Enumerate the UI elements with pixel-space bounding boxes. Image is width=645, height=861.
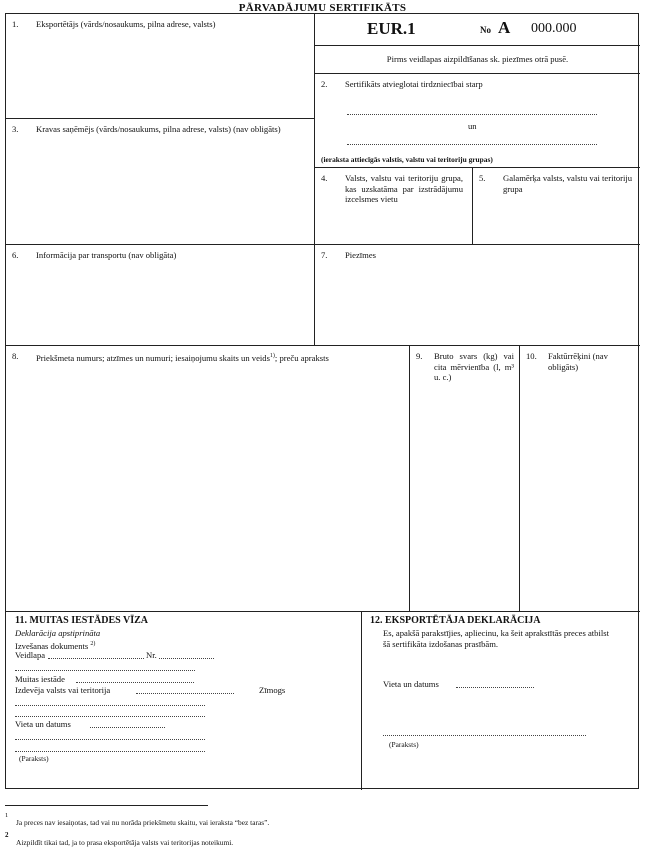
box-12-title: 12. EKSPORTĒTĀJA DEKLARĀCIJA <box>370 615 541 626</box>
box-11-place-date-field[interactable] <box>90 727 165 728</box>
footnote-1-mark: 1 <box>5 812 9 819</box>
box-11-export-doc: Izvešanas dokuments <box>15 640 89 651</box>
footnote-2-mark: 2 <box>5 831 9 839</box>
box-2-trade-certificate[interactable] <box>315 74 640 168</box>
box-11-form-field[interactable] <box>48 658 144 659</box>
box-3-consignee[interactable] <box>6 119 315 245</box>
box-11-stamp: Zīmogs <box>259 685 286 695</box>
box-11-title: 11. MUITAS IESTĀDES VĪZA <box>15 615 149 626</box>
box-6-number: 6. <box>12 250 19 260</box>
footnote-2-text: Aizpildīt tikai tad, ja to prasa eksportētāja valsts vai teritorijas noteikumi. <box>16 838 234 847</box>
notes-hint: Pirms veidlapas aizpildīšanas sk. piezīmes otrā pusē. <box>386 54 569 64</box>
box-8-footnote-mark: 1) <box>269 353 275 359</box>
box-2-and: un <box>468 121 477 131</box>
box-2-line-1[interactable] <box>347 114 597 115</box>
box-4-number: 4. <box>321 173 328 183</box>
box-12-signature: (Paraksts) <box>389 740 419 749</box>
eur-form-name: EUR.1 <box>367 19 416 38</box>
box-10-invoices[interactable] <box>520 346 640 612</box>
box-7-remarks[interactable] <box>315 245 640 346</box>
box-10-label: Faktūrrēķini (nav obligāts) <box>548 351 608 372</box>
box-11-footnote-mark: 2) <box>90 641 96 647</box>
box-12-signature-line[interactable] <box>383 735 586 736</box>
eur-serial-number: 000.000 <box>531 21 577 36</box>
box-11-country-line-3[interactable] <box>15 716 205 717</box>
box-11-subtitle: Deklarācija apstiprināta <box>15 628 101 638</box>
box-12-place-date-field[interactable] <box>456 687 534 688</box>
box-11-place-date-label: Vieta un datums <box>15 719 71 729</box>
box-8-goods-description[interactable] <box>6 346 410 612</box>
box-12-place-date-label: Vieta un datums <box>383 679 439 689</box>
box-11-signature-line-1[interactable] <box>15 739 205 740</box>
box-11-signature-line-2[interactable] <box>15 751 205 752</box>
box-5-number: 5. <box>479 173 486 183</box>
box-2-label: Sertifikāts atvieglotai tirdzniecībai starp <box>345 79 483 89</box>
box-12-text: Es, apakšā parakstījies, apliecinu, ka šeit aprakstītās preces atbilst šā sertifikāta izdošanas prasībām. <box>383 628 609 649</box>
box-11-office-label: Muitas iestāde <box>15 674 65 684</box>
eur-header <box>315 14 640 46</box>
document-title: PĀRVADĀJUMU SERTIFIKĀTS <box>238 2 407 14</box>
box-8-label <box>36 351 402 363</box>
box-12-exporter-declaration[interactable] <box>362 612 640 790</box>
box-4-label: Valsts, valstu vai teritoriju grupa, kas uzskatāma par izstrādājumu izcelsmes vietu <box>345 173 463 204</box>
box-11-nr-field[interactable] <box>159 658 214 659</box>
box-9-gross-mass[interactable] <box>410 346 520 612</box>
box-11-country-line-2[interactable] <box>15 705 205 706</box>
box-1-number: 1. <box>12 19 19 29</box>
box-7-number: 7. <box>321 250 328 260</box>
box-3-label: Kravas saņēmējs (vārds/nosaukums, pilna adrese, valsts) (nav obligāts) <box>36 124 281 134</box>
box-6-transport[interactable] <box>6 245 315 346</box>
box-8-label-a: Priekšmeta numurs; atzīmes un numuri; iesaiņojumu skaits un veids <box>36 352 270 363</box>
box-3-number: 3. <box>12 124 19 134</box>
eur-series: A <box>498 18 511 37</box>
box-1-label: Eksportētājs (vārds/nosaukums, pilna adrese, valsts) <box>36 19 216 29</box>
eur-no-label: No <box>480 25 491 35</box>
box-11-signature: (Paraksts) <box>19 754 49 763</box>
box-7-label: Piezīmes <box>345 250 377 260</box>
box-11-country-label: Izdevēja valsts vai teritorija <box>15 685 111 695</box>
box-4-origin[interactable] <box>315 168 473 245</box>
box-11-customs-endorsement[interactable] <box>6 612 362 790</box>
box-11-form-line-2[interactable] <box>15 670 195 671</box>
box-9-number: 9. <box>416 351 423 361</box>
footnote-separator <box>5 805 208 806</box>
box-1-exporter[interactable] <box>6 14 315 119</box>
box-11-office-field[interactable] <box>76 682 194 683</box>
box-6-label: Informācija par transportu (nav obligāta) <box>36 250 177 260</box>
notes-hint-box <box>315 46 640 74</box>
box-11-nr-label: Nr. <box>146 650 157 660</box>
certificate-frame <box>5 13 639 789</box>
box-8-number: 8. <box>12 351 19 361</box>
box-11-country-field[interactable] <box>136 693 234 694</box>
box-2-number: 2. <box>321 79 328 89</box>
box-2-hint: (ieraksta attiecīgās valstis, valstu vai teritoriju grupas) <box>321 155 493 164</box>
box-11-form-label: Veidlapa <box>15 650 46 660</box>
box-8-label-b: ; preču apraksts <box>274 352 329 363</box>
box-2-line-2[interactable] <box>347 144 597 145</box>
box-9-label: Bruto svars (kg) vai cita mērvienība (l, m³ u. c.) <box>434 351 514 382</box>
box-10-number: 10. <box>526 351 537 361</box>
box-5-label: Galamērķa valsts, valstu vai teritoriju grupa <box>503 173 633 194</box>
footnote-1-text: Ja preces nav iesaiņotas, tad vai nu norāda priekšmetu skaitu, vai ieraksta “bez taras”. <box>16 818 270 827</box>
box-5-destination[interactable] <box>473 168 640 245</box>
